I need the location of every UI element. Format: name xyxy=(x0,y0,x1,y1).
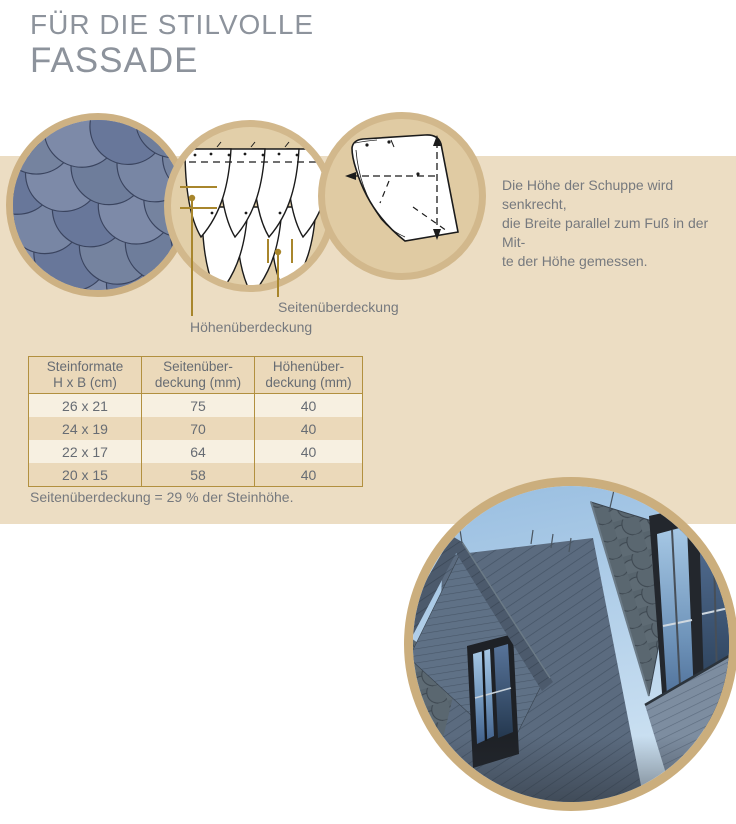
header-text: Höhenüber- xyxy=(272,359,345,374)
header-text: deckung (mm) xyxy=(265,375,352,390)
table-cell: 26 x 21 xyxy=(29,394,142,418)
note-line: die Breite parallel zum Fuß in der Mit- xyxy=(502,215,709,250)
page-title xyxy=(30,8,314,80)
table-cell: 75 xyxy=(142,394,255,418)
table-footnote: Seitenüberdeckung = 29 % der Steinhöhe. xyxy=(30,489,294,505)
title-line-1: FÜR DIE STILVOLLE xyxy=(30,9,315,40)
shingle-overlap-diagram xyxy=(164,120,336,292)
table-row xyxy=(29,463,363,487)
header-hoehenueberdeckung xyxy=(255,357,363,394)
table-cell: 58 xyxy=(142,463,255,487)
header-seitenueberdeckung xyxy=(142,357,255,394)
table-cell: 40 xyxy=(255,417,363,440)
table-cell: 40 xyxy=(255,440,363,463)
header-text: Seitenüber- xyxy=(163,359,233,374)
table-cell: 20 x 15 xyxy=(29,463,142,487)
facade-illustration xyxy=(413,486,729,802)
facade-photo xyxy=(404,477,736,811)
note-line: Die Höhe der Schuppe wird senkrecht, xyxy=(502,177,674,212)
table-cell: 22 x 17 xyxy=(29,440,142,463)
slate-closeup-photo xyxy=(6,113,190,297)
single-shingle-diagram xyxy=(318,112,486,280)
title-line-2: FASSADE xyxy=(30,41,199,80)
table-cell: 40 xyxy=(255,394,363,418)
note-line: te der Höhe gemessen. xyxy=(502,253,648,269)
table-row xyxy=(29,394,363,418)
table-row xyxy=(29,440,363,463)
measurement-note xyxy=(502,176,734,271)
slate-closeup-illustration xyxy=(13,120,183,290)
header-text: H x B (cm) xyxy=(53,375,117,390)
table-cell: 40 xyxy=(255,463,363,487)
label-side-overlap: Seitenüberdeckung xyxy=(278,299,399,315)
table-header-row xyxy=(29,357,363,394)
single-shingle-drawing xyxy=(325,119,479,273)
table-row xyxy=(29,417,363,440)
shingle-overlap-drawing xyxy=(171,127,329,285)
table-cell: 24 x 19 xyxy=(29,417,142,440)
header-steinformate xyxy=(29,357,142,394)
header-text: deckung (mm) xyxy=(154,375,242,390)
stone-formats-table xyxy=(28,356,363,487)
table-cell: 70 xyxy=(142,417,255,440)
header-text: Steinformate xyxy=(46,359,124,374)
table-cell: 64 xyxy=(142,440,255,463)
label-height-overlap: Höhenüberdeckung xyxy=(190,319,313,335)
